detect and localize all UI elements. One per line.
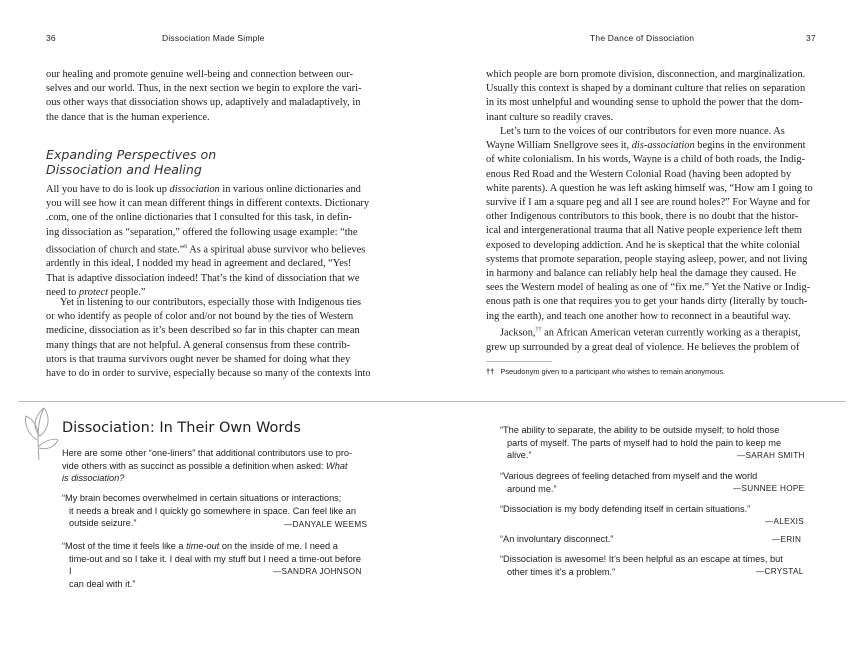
quote-line: “My brain becomes overwhelmed in certain situations or interactions; [62,493,342,503]
left-paragraph-1 [46,68,378,125]
text-line: sees the Western model of healing as one of “fix me.” Yet the Native or Indig- [486,282,811,294]
text-line: All you have to do is look up dissociation in various online dictionaries and [46,184,361,195]
text-line: inant culture so readily craves. [486,111,614,123]
attribution: —DANYALE WEEMS [284,520,368,529]
quote-sandra [62,540,364,590]
footnote-rule [486,361,552,362]
quote-line [62,540,364,553]
text-line: have to do in order to survive, especially because so many of the contexts into [46,368,371,380]
text-line: ing dissociation as “separation,” offered the following usage example: “the [46,226,358,238]
left-running-title: Dissociation Made Simple [162,33,265,43]
quote-line: outside seizure.” [69,518,137,528]
text-line: ical and intergenerational trauma that all Native people experience left them [486,225,803,237]
text-run: “Most of the time it feels like a [62,541,184,551]
text-line: in its most unhelpful and wounding sense to uphold the power that the dom- [486,97,803,109]
attribution: —ALEXIS [765,517,804,526]
text-line: medicine, dissociation as it’s been described so far in this chapter can mean [46,325,360,337]
text-line: systems that promote separation, people staying asleep, power, and not living [486,253,808,265]
text-line: Here are some other “one-liners” that additional contributors use to pro- [62,448,353,458]
text-line: ardently in this ideal, I nodded my head in agreement and declared, “Yes! [46,258,352,270]
quote-line: other times it’s a problem.” [507,566,616,577]
text-line: in harmony and balance can reliably help heal the damage they caused. He [486,268,797,280]
emphasis: is dissociation? [62,473,125,483]
quote-line: parts of myself. The parts of myself had to hold the pain to keep me [507,437,782,448]
text-run: Wayne William Snellgrove sees it, [486,140,630,152]
text-line: utors is that trauma survivors ought never be shamed for doing what they [46,353,351,365]
left-paragraph-3 [46,296,378,381]
sidebar-title: Dissociation: In Their Own Words [62,420,301,436]
text-line: which people are born promote division, disconnection, and marginalization. [486,69,806,80]
attribution: —SANDRA JOHNSON [273,567,362,576]
right-paragraph-3 [486,323,818,355]
quote-line: “Dissociation is my body defending itself in certain situations.” [500,504,751,514]
quote-line: alive.” [507,450,532,460]
left-paragraph-2 [46,183,378,300]
subheading-line: Expanding Perspectives on [46,147,217,162]
text-line: ing the earth), and teach one another how to reconnect in a beautiful way. [486,310,791,322]
text-line: grew up surrounded by a great deal of violence. He believes the problem of [486,341,800,353]
text-line [62,460,368,473]
footnote [486,367,725,376]
right-running-title: The Dance of Dissociation [590,33,695,43]
quote-line: time-out and so I take it. I deal with my stuff but I need a time-out before I [69,553,361,576]
right-page-number: 37 [806,33,816,43]
quote-line: can deal with it.” [69,578,136,589]
text-run: begins in the environment [697,140,806,152]
section-subheading [46,147,216,177]
text-line: or who identify as people of color and/or not bound by the ties of Western [46,311,354,323]
quote-line: “Dissociation is awesome! It’s been helpful as an escape at times, but [500,554,783,564]
leaf-icon [20,402,60,462]
text-run: Jackson, [500,327,536,339]
emphasis: dis-association [631,140,695,152]
text-run: As a spiritual abuse survivor who believes [189,244,366,256]
attribution: —SARAH SMITH [737,451,805,460]
emphasis: protect [78,286,108,298]
quote-erin [500,533,806,546]
footnote-text: Pseudonym given to a participant who wishes to remain anonymous. [500,367,726,376]
text-line: our healing and promote genuine well-being and connection between our- [46,69,354,80]
right-paragraph-1 [486,68,818,125]
quote-line: “An involuntary disconnect.” [500,534,614,544]
text-run: vide others with as succinct as possible a definition when asked: [62,460,324,471]
footnote-marker: †† [486,367,495,376]
text-line: .com, one of the online dictionaries that I consulted for this task, in defin- [46,212,352,224]
text-line [486,323,818,341]
text-line: Usually this context is shaped by a dominant culture that relies on separation [486,83,806,95]
text-line: the dance that is the human experience. [46,111,210,123]
text-line: enous path is one that requires you to get your hands dirty (literally by touch- [486,296,808,308]
text-line: ous other ways that dissociation shows up, adaptively and maladaptively, in [46,97,361,109]
quote-line: around me.” [507,483,557,494]
text-line: Yet in listening to our contributors, especially those with Indigenous ties [60,297,362,308]
note-marker: 6 [184,243,188,250]
emphasis: time-out [186,541,220,551]
text-line [46,240,378,258]
left-page-number: 36 [46,33,56,43]
section-divider [18,401,846,402]
quote-alexis [500,503,806,516]
note-marker: †† [535,327,542,333]
quote-line: “The ability to separate, the ability to be outside myself; to hold those [500,425,780,435]
sidebar-intro [62,447,368,485]
text-line: need to protect people.” [46,286,146,298]
attribution: —CRYSTAL [756,567,804,576]
text-line: many things that are not helpful. A general consensus from these contrib- [46,339,351,351]
text-line: of white colonialism. In his words, Wayne is a child of both roads, the Indig- [486,154,806,166]
text-line: Let’s turn to the voices of our contributors for even more nuance. As [500,126,785,137]
text-line: white parents). A question he was left asking himself was, “How am I going to [486,182,813,194]
text-run: on the inside of me. I need a [221,541,338,551]
text-line: other Indigenous contributors to this book, there is no doubt that the histor- [486,211,799,223]
text-line: enous Red Road and the Western Colonial Road (having been adopted by [486,168,792,180]
text-run: dissociation of church and state.” [46,244,185,256]
emphasis: What [326,460,348,471]
right-paragraph-2 [486,125,818,324]
text-line: That is adaptive dissociation indeed! That’s the kind of dissociation that we [46,272,360,284]
text-line: selves and our world. Thus, in the next section we begin to explore the vari- [46,83,362,95]
text-line: you will see how it can mean different things in different contexts. Dictionary [46,198,370,210]
text-line: exposed to developing addiction. And he is skeptical that the white colonial [486,239,800,251]
attribution: —SUNNEE HOPE [733,484,805,493]
quote-line: “Various degrees of feeling detached from myself and the world [500,471,758,481]
quote-line: it needs a break and I quickly go somewhere in space. Can feel like an [69,505,357,516]
emphasis: dissociation [169,184,220,195]
attribution: —ERIN [772,535,802,544]
subheading-line: Dissociation and Healing [46,162,202,177]
text-line [486,139,818,153]
text-line: survive if I am a square peg and all I see are round holes?” For Wayne and for [486,197,811,209]
text-run: an African American veteran currently working as a therapist, [544,327,801,339]
